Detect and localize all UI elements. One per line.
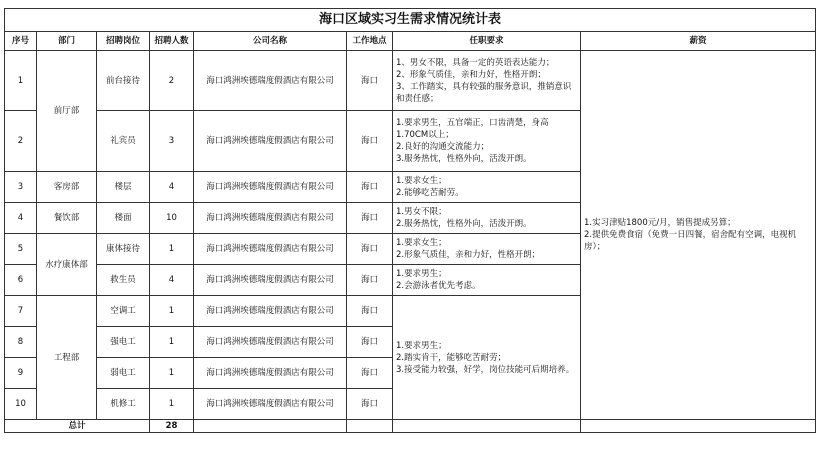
requirement-line: 1.要求女生； <box>396 238 447 248</box>
header-no: 序号 <box>5 32 37 51</box>
cell-company: 海口鸿洲埃德瑞度假酒店有限公司 <box>194 265 347 296</box>
cell-count: 1 <box>150 358 194 389</box>
cell-requirements <box>393 172 581 203</box>
requirement-line: 1.要求女生； <box>396 176 447 186</box>
cell-benefits <box>581 51 816 420</box>
cell-no: 1 <box>5 51 37 111</box>
cell-no: 6 <box>5 265 37 296</box>
cell-count: 1 <box>150 389 194 420</box>
cell-location: 海口 <box>347 358 393 389</box>
cell-company: 海口鸿洲埃德瑞度假酒店有限公司 <box>194 203 347 234</box>
cell-department: 工程部 <box>37 296 97 420</box>
total-value: 28 <box>150 420 194 433</box>
cell-position: 楼面 <box>97 203 150 234</box>
cell-company: 海口鸿洲埃德瑞度假酒店有限公司 <box>194 358 347 389</box>
requirement-line: 2.会游泳者优先考虑。 <box>396 281 481 291</box>
cell-company: 海口鸿洲埃德瑞度假酒店有限公司 <box>194 327 347 358</box>
benefit-line: 2.提供免费食宿（免费一日四餐，宿舍配有空调，电视机房）； <box>584 230 797 252</box>
requirement-line: 1.男女不限； <box>396 207 447 217</box>
cell-no: 9 <box>5 358 37 389</box>
cell-company: 海口鸿洲埃德瑞度假酒店有限公司 <box>194 172 347 203</box>
cell-location: 海口 <box>347 111 393 172</box>
cell-count: 4 <box>150 265 194 296</box>
cell-requirements <box>393 234 581 265</box>
cell-no: 5 <box>5 234 37 265</box>
table-row <box>5 51 816 111</box>
cell-position: 弱电工 <box>97 358 150 389</box>
cell-no: 8 <box>5 327 37 358</box>
cell-department: 客房部 <box>37 172 97 203</box>
recruitment-table <box>4 8 816 433</box>
cell-department: 前厅部 <box>37 51 97 172</box>
cell-requirements <box>393 111 581 172</box>
cell-location: 海口 <box>347 327 393 358</box>
cell-no: 2 <box>5 111 37 172</box>
cell-company: 海口鸿洲埃德瑞度假酒店有限公司 <box>194 111 347 172</box>
cell-requirements <box>393 296 581 420</box>
cell-department: 餐饮部 <box>37 203 97 234</box>
spreadsheet <box>4 0 819 452</box>
cell-requirements <box>393 51 581 111</box>
header-row <box>5 32 816 51</box>
cell-count: 10 <box>150 203 194 234</box>
requirement-line: 3.服务热忱，性格外向，活泼开朗。 <box>396 154 532 164</box>
header-count: 招聘人数 <box>150 32 194 51</box>
benefit-line: 1.实习津贴1800元/月，销售提成另算； <box>584 218 736 228</box>
cell-requirements <box>393 265 581 296</box>
header-position: 招聘岗位 <box>97 32 150 51</box>
header-company: 公司名称 <box>194 32 347 51</box>
total-label: 总计 <box>5 420 150 433</box>
cell-location: 海口 <box>347 203 393 234</box>
cell-location: 海口 <box>347 51 393 111</box>
requirement-line: 2.良好的沟通交流能力； <box>396 142 490 152</box>
cell-position: 康体接待 <box>97 234 150 265</box>
empty-cell <box>347 420 393 433</box>
cell-company: 海口鸿洲埃德瑞度假酒店有限公司 <box>194 389 347 420</box>
cell-location: 海口 <box>347 172 393 203</box>
cell-location: 海口 <box>347 265 393 296</box>
requirement-line: 1.要求男生，五官端正，口齿清楚，身高1.70CM以上； <box>396 118 549 140</box>
cell-count: 1 <box>150 327 194 358</box>
cell-company: 海口鸿洲埃德瑞度假酒店有限公司 <box>194 234 347 265</box>
requirement-line: 2.形象气质佳，亲和力好，性格开朗； <box>396 250 541 260</box>
cell-no: 7 <box>5 296 37 327</box>
cell-position: 楼层 <box>97 172 150 203</box>
requirement-line: 1.要求男生； <box>396 340 447 351</box>
cell-location: 海口 <box>347 296 393 327</box>
requirement-line: 2、形象气质佳，亲和力好，性格开朗； <box>396 69 546 80</box>
cell-company: 海口鸿洲埃德瑞度假酒店有限公司 <box>194 51 347 111</box>
header-requirements: 任职要求 <box>393 32 581 51</box>
requirement-line: 1、男女不限，具备一定的英语表达能力； <box>396 57 555 68</box>
empty-cell <box>581 420 816 433</box>
requirement-line: 2.服务热忱，性格外向，活泼开朗。 <box>396 219 532 229</box>
cell-position: 前台接待 <box>97 51 150 111</box>
cell-no: 3 <box>5 172 37 203</box>
cell-location: 海口 <box>347 234 393 265</box>
cell-count: 3 <box>150 111 194 172</box>
total-row <box>5 420 816 433</box>
requirement-line: 2.踏实肯干，能够吃苦耐劳； <box>396 352 507 363</box>
table-title: 海口区域实习生需求情况统计表 <box>5 9 816 32</box>
cell-count: 2 <box>150 51 194 111</box>
header-salary: 薪资 <box>581 32 816 51</box>
requirement-line: 1.要求男生； <box>396 269 447 279</box>
header-location: 工作地点 <box>347 32 393 51</box>
cell-position: 机修工 <box>97 389 150 420</box>
cell-department: 水疗康体部 <box>37 234 97 296</box>
cell-no: 10 <box>5 389 37 420</box>
cell-count: 1 <box>150 234 194 265</box>
cell-position: 礼宾员 <box>97 111 150 172</box>
cell-count: 4 <box>150 172 194 203</box>
cell-company: 海口鸿洲埃德瑞度假酒店有限公司 <box>194 296 347 327</box>
empty-cell <box>393 420 581 433</box>
cell-count: 1 <box>150 296 194 327</box>
requirement-line: 2.能够吃苦耐劳。 <box>396 188 464 198</box>
empty-cell <box>194 420 347 433</box>
cell-position: 空调工 <box>97 296 150 327</box>
requirement-line: 3、工作踏实，具有较强的服务意识，推销意识和责任感； <box>396 81 572 104</box>
cell-position: 强电工 <box>97 327 150 358</box>
requirement-line: 3.接受能力较强，好学，岗位技能可后期培养。 <box>396 364 575 375</box>
cell-requirements <box>393 203 581 234</box>
header-department: 部门 <box>37 32 97 51</box>
cell-no: 4 <box>5 203 37 234</box>
cell-location: 海口 <box>347 389 393 420</box>
cell-position: 救生员 <box>97 265 150 296</box>
